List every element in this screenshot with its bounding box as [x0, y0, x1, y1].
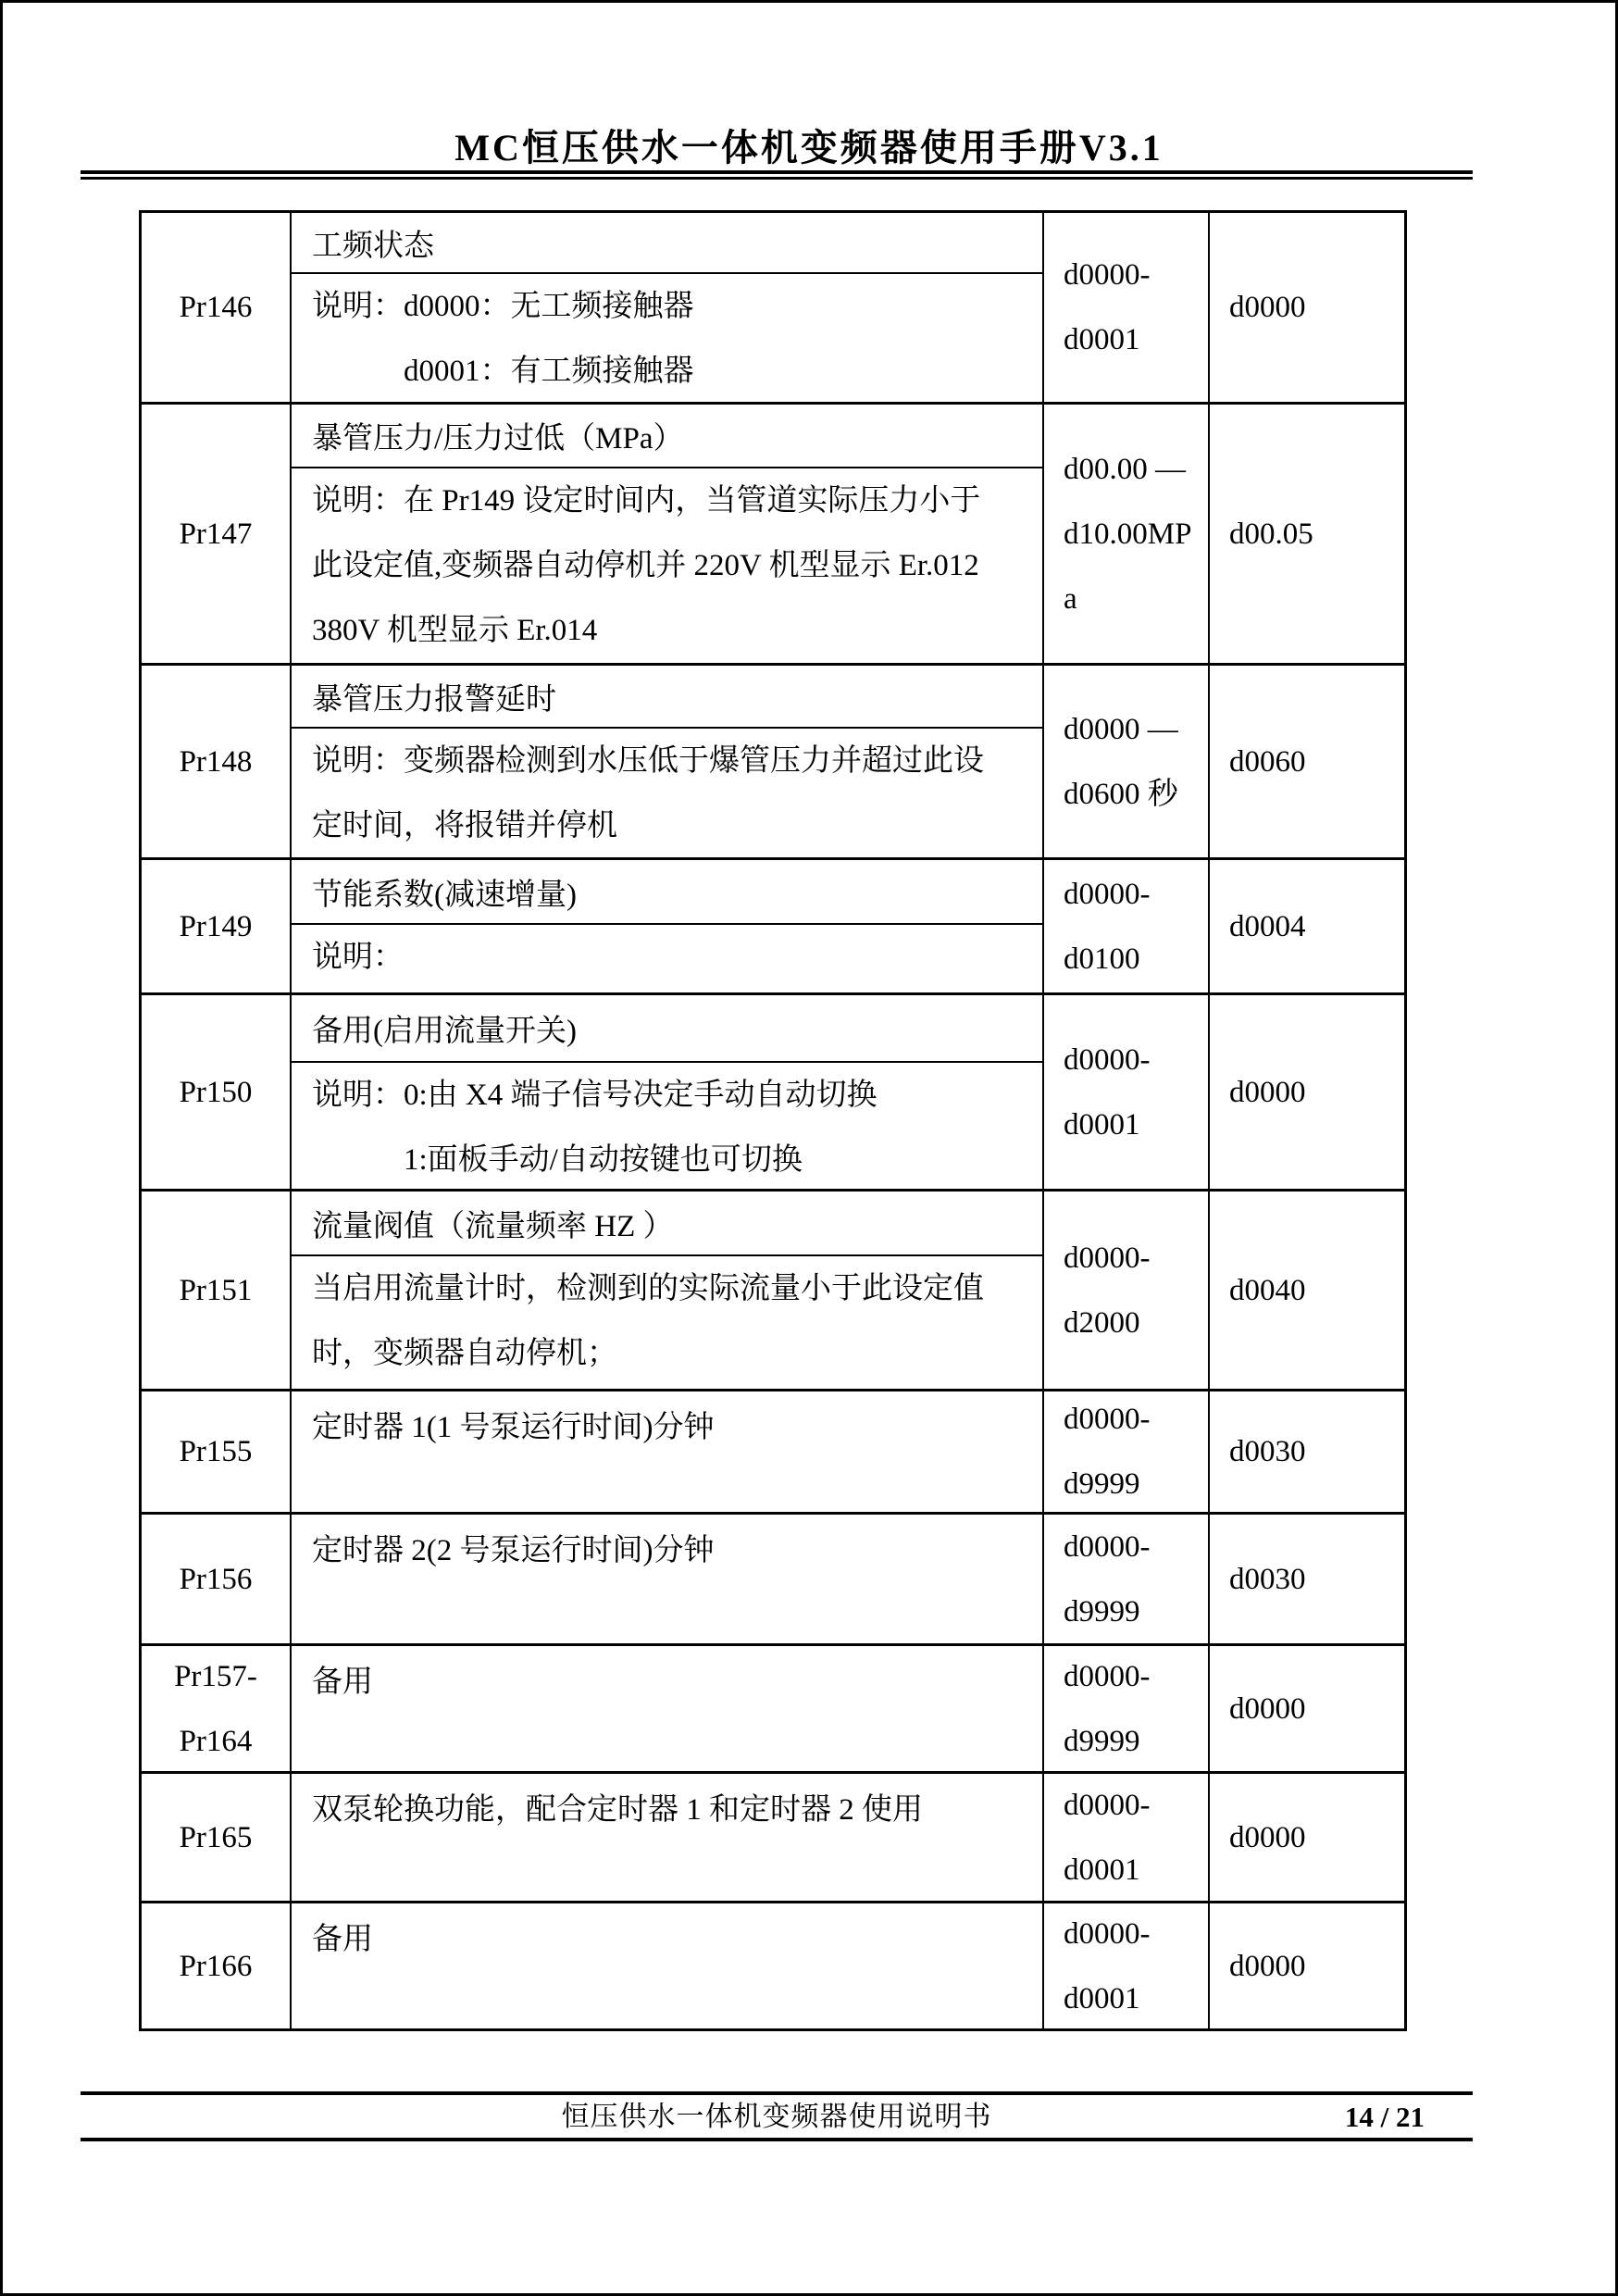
- param-content-cell: [290, 213, 1042, 402]
- text-line: 说明：在 Pr149 设定时间内，当管道实际压力小于: [312, 484, 981, 518]
- text-line: d0060: [1229, 744, 1306, 779]
- text-line: Pr146: [179, 291, 253, 324]
- text-line: d10.00MP: [1064, 517, 1192, 551]
- text-line: 说明：变频器检测到水压低于爆管压力并超过此设: [312, 744, 984, 778]
- param-id-cell: [142, 1646, 290, 1771]
- text-line: Pr165: [179, 1820, 253, 1854]
- param-default-cell: [1208, 1903, 1404, 2028]
- param-table: [139, 210, 1407, 2031]
- text-line: d0040: [1229, 1273, 1306, 1307]
- table-row: [142, 1189, 1404, 1389]
- param-title: [292, 666, 1042, 729]
- text-line: d0000-: [1064, 1916, 1151, 1951]
- param-description: [292, 274, 1042, 402]
- param-id-cell: [142, 405, 290, 663]
- text-line: d0030: [1229, 1562, 1306, 1596]
- param-description: [292, 1256, 1042, 1389]
- text-line: 1:面板手动/自动按键也可切换: [404, 1143, 803, 1177]
- text-line: d0004: [1229, 909, 1306, 943]
- param-title-text: 定时器 2(2 号泵运行时间)分钟: [312, 1533, 715, 1567]
- param-title: [292, 1515, 1042, 1579]
- text-line: d0000-: [1064, 258, 1151, 292]
- param-title-text: 定时器 1(1 号泵运行时间)分钟: [312, 1410, 715, 1444]
- param-description: [292, 925, 1042, 992]
- param-default-cell: [1208, 860, 1404, 992]
- text-line: d0001：有工频接触器: [404, 355, 694, 388]
- param-title: [292, 1903, 1042, 1968]
- footer-text: 恒压供水一体机变频器使用说明书: [561, 2102, 992, 2132]
- param-title-text: 双泵轮换功能，配合定时器 1 和定时器 2 使用: [312, 1792, 923, 1827]
- param-default-cell: [1208, 1192, 1404, 1389]
- param-title: [292, 1192, 1042, 1256]
- param-default-cell: [1208, 405, 1404, 663]
- text-line: 此设定值,变频器自动停机并 220V 机型显示 Er.012: [312, 549, 979, 582]
- table-row: [142, 213, 1404, 402]
- param-title-text: 工频状态: [312, 229, 434, 263]
- param-title: [292, 405, 1042, 468]
- text-line: d0000-: [1064, 1788, 1151, 1822]
- param-content-cell: [290, 1903, 1042, 2028]
- text-line: d0001: [1064, 1981, 1140, 2015]
- text-line: 时，变频器自动停机；: [312, 1337, 617, 1370]
- text-line: d0001: [1064, 323, 1140, 356]
- text-line: Pr164: [179, 1724, 253, 1758]
- text-line: d0600 秒: [1064, 777, 1178, 811]
- text-line: d0000-: [1064, 1241, 1151, 1275]
- param-title-text: 流量阀值（流量频率 HZ ）: [312, 1209, 674, 1243]
- param-range-cell: [1042, 995, 1208, 1189]
- text-line: d0000: [1229, 291, 1306, 324]
- param-content-cell: [290, 1192, 1042, 1389]
- text-line: 说明：0:由 X4 端子信号决定手动自动切换: [312, 1079, 877, 1112]
- text-line: Pr147: [179, 517, 253, 551]
- param-range-cell: [1042, 1646, 1208, 1771]
- text-line: d0000-: [1064, 1659, 1151, 1693]
- param-content-cell: [290, 995, 1042, 1189]
- param-title: [292, 860, 1042, 925]
- param-title-text: 节能系数(减速增量): [312, 878, 577, 912]
- table-row: [142, 857, 1404, 992]
- page-footer: [81, 2091, 1473, 2141]
- param-range-cell: [1042, 213, 1208, 402]
- table-row: [142, 1901, 1404, 2028]
- text-line: d0100: [1064, 942, 1140, 976]
- table-row: [142, 1389, 1404, 1512]
- header-double-rule: [81, 170, 1473, 180]
- text-line: a: [1064, 581, 1077, 616]
- text-line: d0000-: [1064, 1529, 1151, 1564]
- text-line: d9999: [1064, 1724, 1140, 1758]
- param-content-cell: [290, 666, 1042, 857]
- table-row: [142, 1512, 1404, 1643]
- text-line: d0000: [1229, 1075, 1306, 1109]
- text-line: 说明：: [312, 941, 404, 974]
- param-description: [292, 468, 1042, 663]
- param-id-cell: [142, 1192, 290, 1389]
- text-line: d0001: [1064, 1107, 1140, 1142]
- text-line: d0000: [1229, 1949, 1306, 1983]
- param-id-cell: [142, 666, 290, 857]
- text-line: d0000: [1229, 1820, 1306, 1854]
- text-line: Pr155: [179, 1435, 253, 1468]
- text-line: d9999: [1064, 1467, 1140, 1501]
- text-line: 380V 机型显示 Er.014: [312, 614, 598, 647]
- text-line: Pr151: [179, 1273, 253, 1307]
- param-title: [292, 213, 1042, 274]
- param-content-cell: [290, 405, 1042, 663]
- param-title-text: 备用: [312, 1922, 373, 1956]
- text-line: Pr149: [179, 909, 253, 943]
- param-content-cell: [290, 1515, 1042, 1643]
- text-line: d0000-: [1064, 1042, 1151, 1077]
- param-range-cell: [1042, 1391, 1208, 1512]
- page-title: MC恒压供水一体机变频器使用手册V3.1: [454, 127, 1164, 168]
- text-line: d0000 —: [1064, 712, 1178, 746]
- param-title-text: 暴管压力/压力过低（MPa）: [312, 422, 684, 455]
- text-line: Pr157-: [174, 1659, 257, 1693]
- param-title-text: 暴管压力报警延时: [312, 682, 556, 717]
- param-title-text: 备用(启用流量开关): [312, 1015, 577, 1048]
- table-row: [142, 663, 1404, 857]
- param-description: [292, 1063, 1042, 1189]
- text-line: d9999: [1064, 1594, 1140, 1628]
- param-id-cell: [142, 1391, 290, 1512]
- param-content-cell: [290, 1774, 1042, 1901]
- param-default-cell: [1208, 1515, 1404, 1643]
- param-range-cell: [1042, 1192, 1208, 1389]
- param-range-cell: [1042, 1774, 1208, 1901]
- param-id-cell: [142, 1515, 290, 1643]
- text-line: 定时间，将报错并停机: [312, 809, 617, 842]
- param-content-cell: [290, 1391, 1042, 1512]
- text-line: d00.00 —: [1064, 452, 1186, 486]
- text-line: d0030: [1229, 1435, 1306, 1468]
- param-id-cell: [142, 995, 290, 1189]
- param-default-cell: [1208, 995, 1404, 1189]
- text-line: d0000-: [1064, 877, 1151, 911]
- param-content-cell: [290, 860, 1042, 992]
- param-id-cell: [142, 860, 290, 992]
- table-row: [142, 402, 1404, 663]
- text-line: 当启用流量计时，检测到的实际流量小于此设定值: [312, 1272, 984, 1305]
- param-title: [292, 1774, 1042, 1839]
- text-line: d0001: [1064, 1853, 1140, 1887]
- param-description: [292, 729, 1042, 857]
- param-default-cell: [1208, 213, 1404, 402]
- text-line: d0000-: [1064, 1403, 1151, 1436]
- param-range-cell: [1042, 1515, 1208, 1643]
- param-range-cell: [1042, 666, 1208, 857]
- param-content-cell: [290, 1646, 1042, 1771]
- table-row: [142, 992, 1404, 1189]
- param-title: [292, 995, 1042, 1063]
- param-default-cell: [1208, 1646, 1404, 1771]
- text-line: Pr150: [179, 1075, 253, 1109]
- param-title: [292, 1646, 1042, 1711]
- text-line: Pr156: [179, 1562, 253, 1596]
- text-line: d00.05: [1229, 517, 1313, 551]
- param-id-cell: [142, 213, 290, 402]
- param-range-cell: [1042, 1903, 1208, 2028]
- text-line: d0000: [1229, 1691, 1306, 1726]
- param-id-cell: [142, 1903, 290, 2028]
- param-range-cell: [1042, 860, 1208, 992]
- param-title-text: 备用: [312, 1665, 373, 1699]
- page-number: 14 / 21: [1344, 2101, 1425, 2133]
- param-default-cell: [1208, 1774, 1404, 1901]
- table-row: [142, 1643, 1404, 1771]
- param-title: [292, 1391, 1042, 1456]
- text-line: Pr148: [179, 744, 253, 779]
- table-row: [142, 1771, 1404, 1901]
- text-line: Pr166: [179, 1949, 253, 1983]
- text-line: 说明：d0000：无工频接触器: [312, 290, 694, 323]
- text-line: d2000: [1064, 1305, 1140, 1340]
- param-default-cell: [1208, 666, 1404, 857]
- param-default-cell: [1208, 1391, 1404, 1512]
- param-range-cell: [1042, 405, 1208, 663]
- param-id-cell: [142, 1774, 290, 1901]
